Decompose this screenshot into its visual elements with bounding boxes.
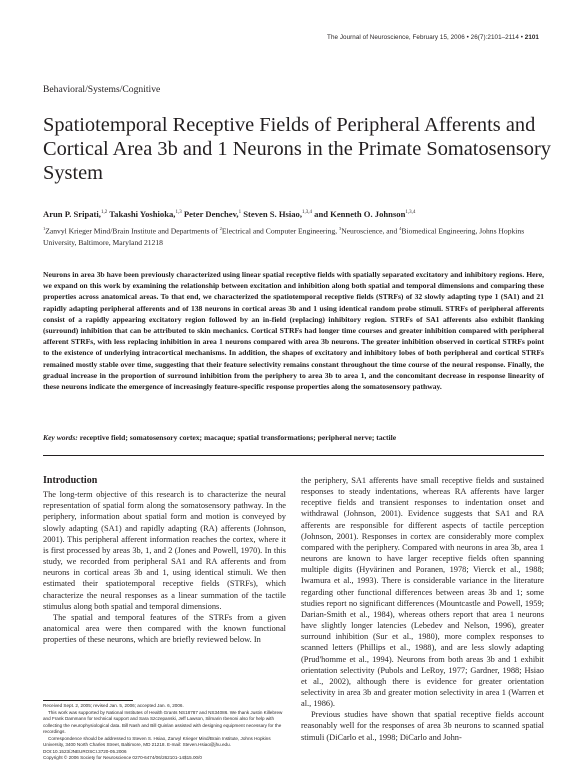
body-paragraph: The spatial and temporal features of the STRFs from a given anatomical area were then compared with the known functional properties of these neurons, which are briefly reviewed below. In	[43, 612, 286, 645]
author-name: Arun P. Sripati,	[43, 209, 101, 219]
intro-heading: Introduction	[43, 475, 98, 486]
footnotes	[43, 703, 286, 762]
footnote-received: Received Sept. 2, 2005; revised Jan. 5, 2006; accepted Jan. 6, 2006.	[43, 703, 184, 708]
author-affil-sup: 1,3,4	[301, 210, 312, 216]
running-head	[327, 34, 539, 41]
body-paragraph: The long-term objective of this research is to characterize the neural representation of spatial form along the somatosensory pathway. In the periphery, information about spatial form and motion is conveyed by slowly adapting (SA1) and rapidly adapting (RA) afferents (Johnson, 2001). This peripheral afferent information reaches the cortex, where it is first processed by areas 3b, 1, and 2 (Jones and Powell, 1970). In this study, we recorded from peripheral SA1 and RA afferents and from neurons in cortical areas 3b and 1, using identical stimuli. We then estimated their spatiotemporal receptive fields (STRFs), which characterize the neural responses as a linear summation of the tactile stimulus along both spatial and temporal dimensions.	[43, 490, 286, 611]
body-paragraph: the periphery, SA1 afferents have small receptive fields and sustained responses to steady indentations, whereas RA afferents have larger receptive fields and transient responses to indentation onset and withdrawal (Johnson, 2001). Evidence suggests that SA1 and RA afferents are responsible for different aspects of tactile perception (Johnson, 2001). Responses in cortex are considerably more complex compared with the periphery. Compared with neurons in area 3b, area 1 neurons are known to have larger receptive fields often spanning multiple digits (Hyvärinen and Poranen, 1978; Vierck et al., 1988; Iwamura et al., 1993). There is considerable variance in the literature regarding other functional differences between areas 3b and 1; some studies report no significant differences (Mountcastle and Powell, 1959; Darian-Smith et al., 1984), whereas others report that area 1 neurons have slightly longer latencies (Lebedev and Nelson, 1996), greater surround inhibition (Sur et al., 1980), more complex responses to scanned letters (Phillips et al., 1988), and are less slowly adapting (Prud'homme et al., 1994). Neurons from both areas 3b and 1 exhibit orientation selectivity (Pubols and LeRoy, 1977; Gardner, 1988; Hsiao et al., 2002), although there is evidence for greater orientation selectivity in area 3b and greater motion selectivity in area 1 (Warren et al., 1986).	[301, 476, 544, 709]
section-divider	[43, 455, 544, 456]
affil-marker: 2	[219, 226, 222, 231]
abstract: Neurons in area 3b have been previously characterized using linear spatial receptive fields with spatially separated excitatory and inhibitory regions. Here, we expand on this work by examining the relationship between excitation and inhibition along both spatial and temporal dimensions and comparing these properties across anatomical areas. To that end, we characterized the spatiotemporal receptive fields (STRFs) of 32 slowly adapting type 1 (SA1) and 21 rapidly adapting peripheral afferents and of 138 neurons in cortical areas 3b and 1 using identical random probe stimuli. STRFs of peripheral afferents consist of a rapidly appearing excitatory region followed by an in-field (replacing) inhibitory region. STRFs of SA1 afferents also exhibit flanking (surround) inhibition that can be attributed to skin mechanics. Cortical STRFs had longer time courses and greater inhibition compared with peripheral afferent STRFs, with less replacing inhibition in area 1 neurons compared with area 3b neurons. The greater inhibition observed in cortical STRFs point to the existence of underlying intracortical mechanisms. In addition, the shapes of excitatory and inhibitory lobes of both peripheral and cortical STRFs remained mostly stable over time, suggesting that their feature selectivity remains constant throughout the time course of the neural response. Finally, the gradual increase in the proportion of surround inhibition from the periphery to area 3b to area 1, and the concomitant decrease in response linearity of these neurons indicate the emergence of increasingly feature-specific response properties along the somatosensory pathway.	[43, 270, 544, 392]
affil-text: Electrical and Computer Engineering,	[221, 226, 339, 236]
affil-text: Neuroscience, and	[341, 226, 400, 236]
affil-text: Biomedical Engineering, Johns Hopkins University, Baltimore, Maryland 21218	[43, 226, 525, 247]
section-label: Behavioral/Systems/Cognitive	[43, 84, 161, 95]
keywords-label: Key words:	[43, 433, 78, 442]
author-name: Peter Denchev,	[183, 209, 239, 219]
footnote-copyright: Copyright © 2006 Society for Neuroscience 0270-6474/06/262101-14$15.00/0	[43, 755, 202, 760]
page-number: 2101	[524, 34, 539, 41]
footnote-funding: This work was supported by National Institutes of Health Grants NS18787 and NS34086. We thank Justin Killebrew and Frank Dammann for technical support and Sara Szczepanski, Jeff Lawson, Silmarin Ibenoni also for help with collecting the neurophysiological data. Bill Nash and Bill Quinlan assisted with designing equipment necessary for the recordings.	[43, 709, 283, 734]
affil-marker: 3	[338, 226, 342, 231]
author-list	[43, 209, 553, 219]
author-name: and Kenneth O. Johnson	[314, 209, 406, 219]
affil-text: Zanvyl Krieger Mind/Brain Institute and Departments of	[45, 226, 220, 236]
right-column	[301, 475, 544, 743]
author-name: Takashi Yoshioka,	[109, 209, 176, 219]
keywords	[43, 433, 544, 442]
left-column	[43, 475, 286, 645]
keywords-text: receptive field; somatosensory cortex; macaque; spatial transformations; peripheral nerve; tactile	[77, 433, 397, 442]
author-affil-sup: 1,3	[175, 210, 182, 216]
journal-citation: The Journal of Neuroscience, February 15, 2006 • 26(7):2101–2114 •	[327, 34, 523, 41]
footnote-divider	[43, 700, 133, 701]
affil-marker: 1	[43, 226, 46, 231]
footnote-correspondence: Correspondence should be addressed to Steven S. Hsiao, Zanvyl Krieger Mind/Brain Institute, Johns Hopkins University, 3400 North Charles Street, Baltimore, MD 21218. E-mail: Steven.Hsiao@jhu.edu.	[43, 735, 271, 747]
affil-marker: 4	[399, 226, 402, 231]
body-paragraph: Previous studies have shown that spatial receptive fields account reasonably well for the responses of area 3b neurons to scanned spatial stimuli (DiCarlo et al., 1998; DiCarlo and John-	[301, 710, 544, 742]
footnote-doi: DOI:10.1523/JNEUROSCI.3720-05.2006	[43, 748, 127, 754]
article-title: Spatiotemporal Receptive Fields of Peripheral Afferents and Cortical Area 3b and 1 Neurons in the Primate Somatosensory System	[43, 114, 551, 184]
affiliations	[43, 223, 543, 248]
author-affil-sup: 1,3,4	[405, 210, 416, 216]
author-affil-sup: 1	[238, 210, 242, 216]
author-affil-sup: 1,2	[100, 210, 108, 216]
author-name: Steven S. Hsiao,	[243, 209, 302, 219]
